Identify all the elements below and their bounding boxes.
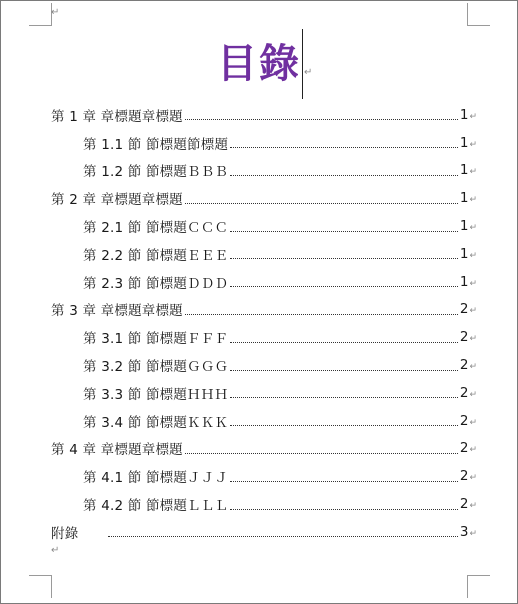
toc-entry-label: 第 1.2 節 節標題ＢＢＢ (83, 164, 229, 181)
dot-leader (185, 453, 458, 454)
toc-entry-label: 附錄 (51, 525, 79, 542)
toc-page-number: 1 (459, 218, 469, 235)
toc-entry-chapter[interactable] (51, 101, 477, 129)
toc-entry-label: 第 2.2 節 節標題ＥＥＥ (83, 247, 229, 264)
paragraph-mark-icon: ↵ (469, 528, 477, 539)
dot-leader (230, 258, 458, 259)
toc-entry-section[interactable] (51, 490, 477, 518)
paragraph-mark-icon: ↵ (469, 501, 477, 512)
toc-entry-section[interactable] (51, 379, 477, 407)
toc-entry-label: 第 3 章 章標題章標題 (51, 303, 183, 320)
paragraph-mark-icon: ↵ (469, 473, 477, 484)
toc-entry-section[interactable] (51, 323, 477, 351)
toc-entry-label: 第 2.3 節 節標題ＤＤＤ (83, 275, 229, 292)
toc-entry-label: 第 3.4 節 節標題ＫＫＫ (83, 414, 229, 431)
toc-entry-label: 第 3.2 節 節標題ＧＧＧ (83, 359, 229, 376)
toc-title[interactable]: 目錄 (217, 41, 301, 87)
toc-entry-label: 第 4.1 節 節標題ＪＪＪ (83, 470, 229, 487)
toc-entry-label: 第 4 章 章標題章標題 (51, 442, 183, 459)
toc-entry-label: 第 2.1 節 節標題ＣＣＣ (83, 220, 229, 237)
toc-entry-chapter[interactable] (51, 518, 477, 546)
toc-entry-section[interactable] (51, 212, 477, 240)
toc-entry-section[interactable] (51, 351, 477, 379)
dot-leader (230, 370, 458, 371)
paragraph-mark-icon: ↵ (469, 334, 477, 345)
paragraph-mark-icon: ↵ (469, 389, 477, 400)
paragraph-mark-icon: ↵ (469, 139, 477, 150)
paragraph-mark-icon: ↵ (469, 111, 477, 122)
crop-mark-top-right (467, 3, 490, 26)
toc-title-block[interactable] (1, 39, 517, 89)
toc-page-number: 3 (459, 523, 469, 540)
toc-entry-chapter[interactable] (51, 435, 477, 463)
paragraph-mark-icon: ↵ (469, 278, 477, 289)
toc-page-number: 2 (459, 440, 469, 457)
dot-leader (230, 231, 458, 232)
dot-leader (230, 481, 458, 482)
paragraph-mark-icon: ↵ (304, 67, 313, 78)
paragraph-mark-icon: ↵ (469, 362, 477, 373)
toc-entry-section[interactable] (51, 157, 477, 185)
paragraph-mark-icon: ↵ (469, 195, 477, 206)
toc-page-number: 1 (459, 190, 469, 207)
toc-page-number: 2 (459, 412, 469, 429)
text-cursor (302, 29, 303, 99)
dot-leader (230, 286, 458, 287)
dot-leader (230, 509, 458, 510)
toc-page-number: 1 (459, 162, 469, 179)
toc-entry-chapter[interactable] (51, 184, 477, 212)
toc-entry-section[interactable] (51, 240, 477, 268)
toc-page-number: 2 (459, 468, 469, 485)
toc-page-number: 1 (459, 273, 469, 290)
crop-mark-bottom-left (29, 575, 52, 598)
paragraph-mark-icon: ↵ (51, 545, 60, 556)
dot-leader (230, 147, 458, 148)
toc-entry-section[interactable] (51, 129, 477, 157)
toc-entry-label: 第 1.1 節 節標題節標題 (83, 136, 229, 153)
toc-page-number: 2 (459, 329, 469, 346)
toc-entry-label: 第 2 章 章標題章標題 (51, 192, 183, 209)
toc-entry-section[interactable] (51, 462, 477, 490)
toc-page-number: 1 (459, 134, 469, 151)
paragraph-mark-icon: ↵ (469, 167, 477, 178)
table-of-contents (51, 101, 477, 546)
dot-leader (185, 119, 458, 120)
dot-leader (230, 175, 458, 176)
paragraph-mark-icon: ↵ (469, 445, 477, 456)
toc-entry-label: 第 3.1 節 節標題ＦＦＦ (83, 331, 229, 348)
toc-entry-label: 第 4.2 節 節標題ＬＬＬ (83, 498, 229, 515)
paragraph-mark-icon: ↵ (51, 7, 60, 18)
toc-entry-section[interactable] (51, 407, 477, 435)
dot-leader (230, 397, 458, 398)
crop-mark-bottom-right (467, 575, 490, 598)
paragraph-mark-icon: ↵ (469, 306, 477, 317)
dot-leader (185, 314, 458, 315)
toc-page-number: 2 (459, 496, 469, 513)
toc-page-number: 1 (459, 106, 469, 123)
toc-page-number: 1 (459, 245, 469, 262)
toc-page-number: 2 (459, 301, 469, 318)
dot-leader (230, 342, 458, 343)
toc-entry-label: 第 1 章 章標題章標題 (51, 108, 183, 125)
toc-page-number: 2 (459, 357, 469, 374)
crop-mark-top-left (29, 3, 52, 26)
paragraph-mark-icon: ↵ (469, 250, 477, 261)
paragraph-mark-icon: ↵ (469, 417, 477, 428)
toc-entry-label: 第 3.3 節 節標題ＨＨＨ (83, 386, 229, 403)
toc-entry-section[interactable] (51, 268, 477, 296)
dot-leader (185, 203, 458, 204)
dot-leader (230, 425, 458, 426)
dot-leader (108, 536, 457, 537)
toc-page-number: 2 (459, 384, 469, 401)
paragraph-mark-icon: ↵ (469, 223, 477, 234)
toc-entry-chapter[interactable] (51, 296, 477, 324)
